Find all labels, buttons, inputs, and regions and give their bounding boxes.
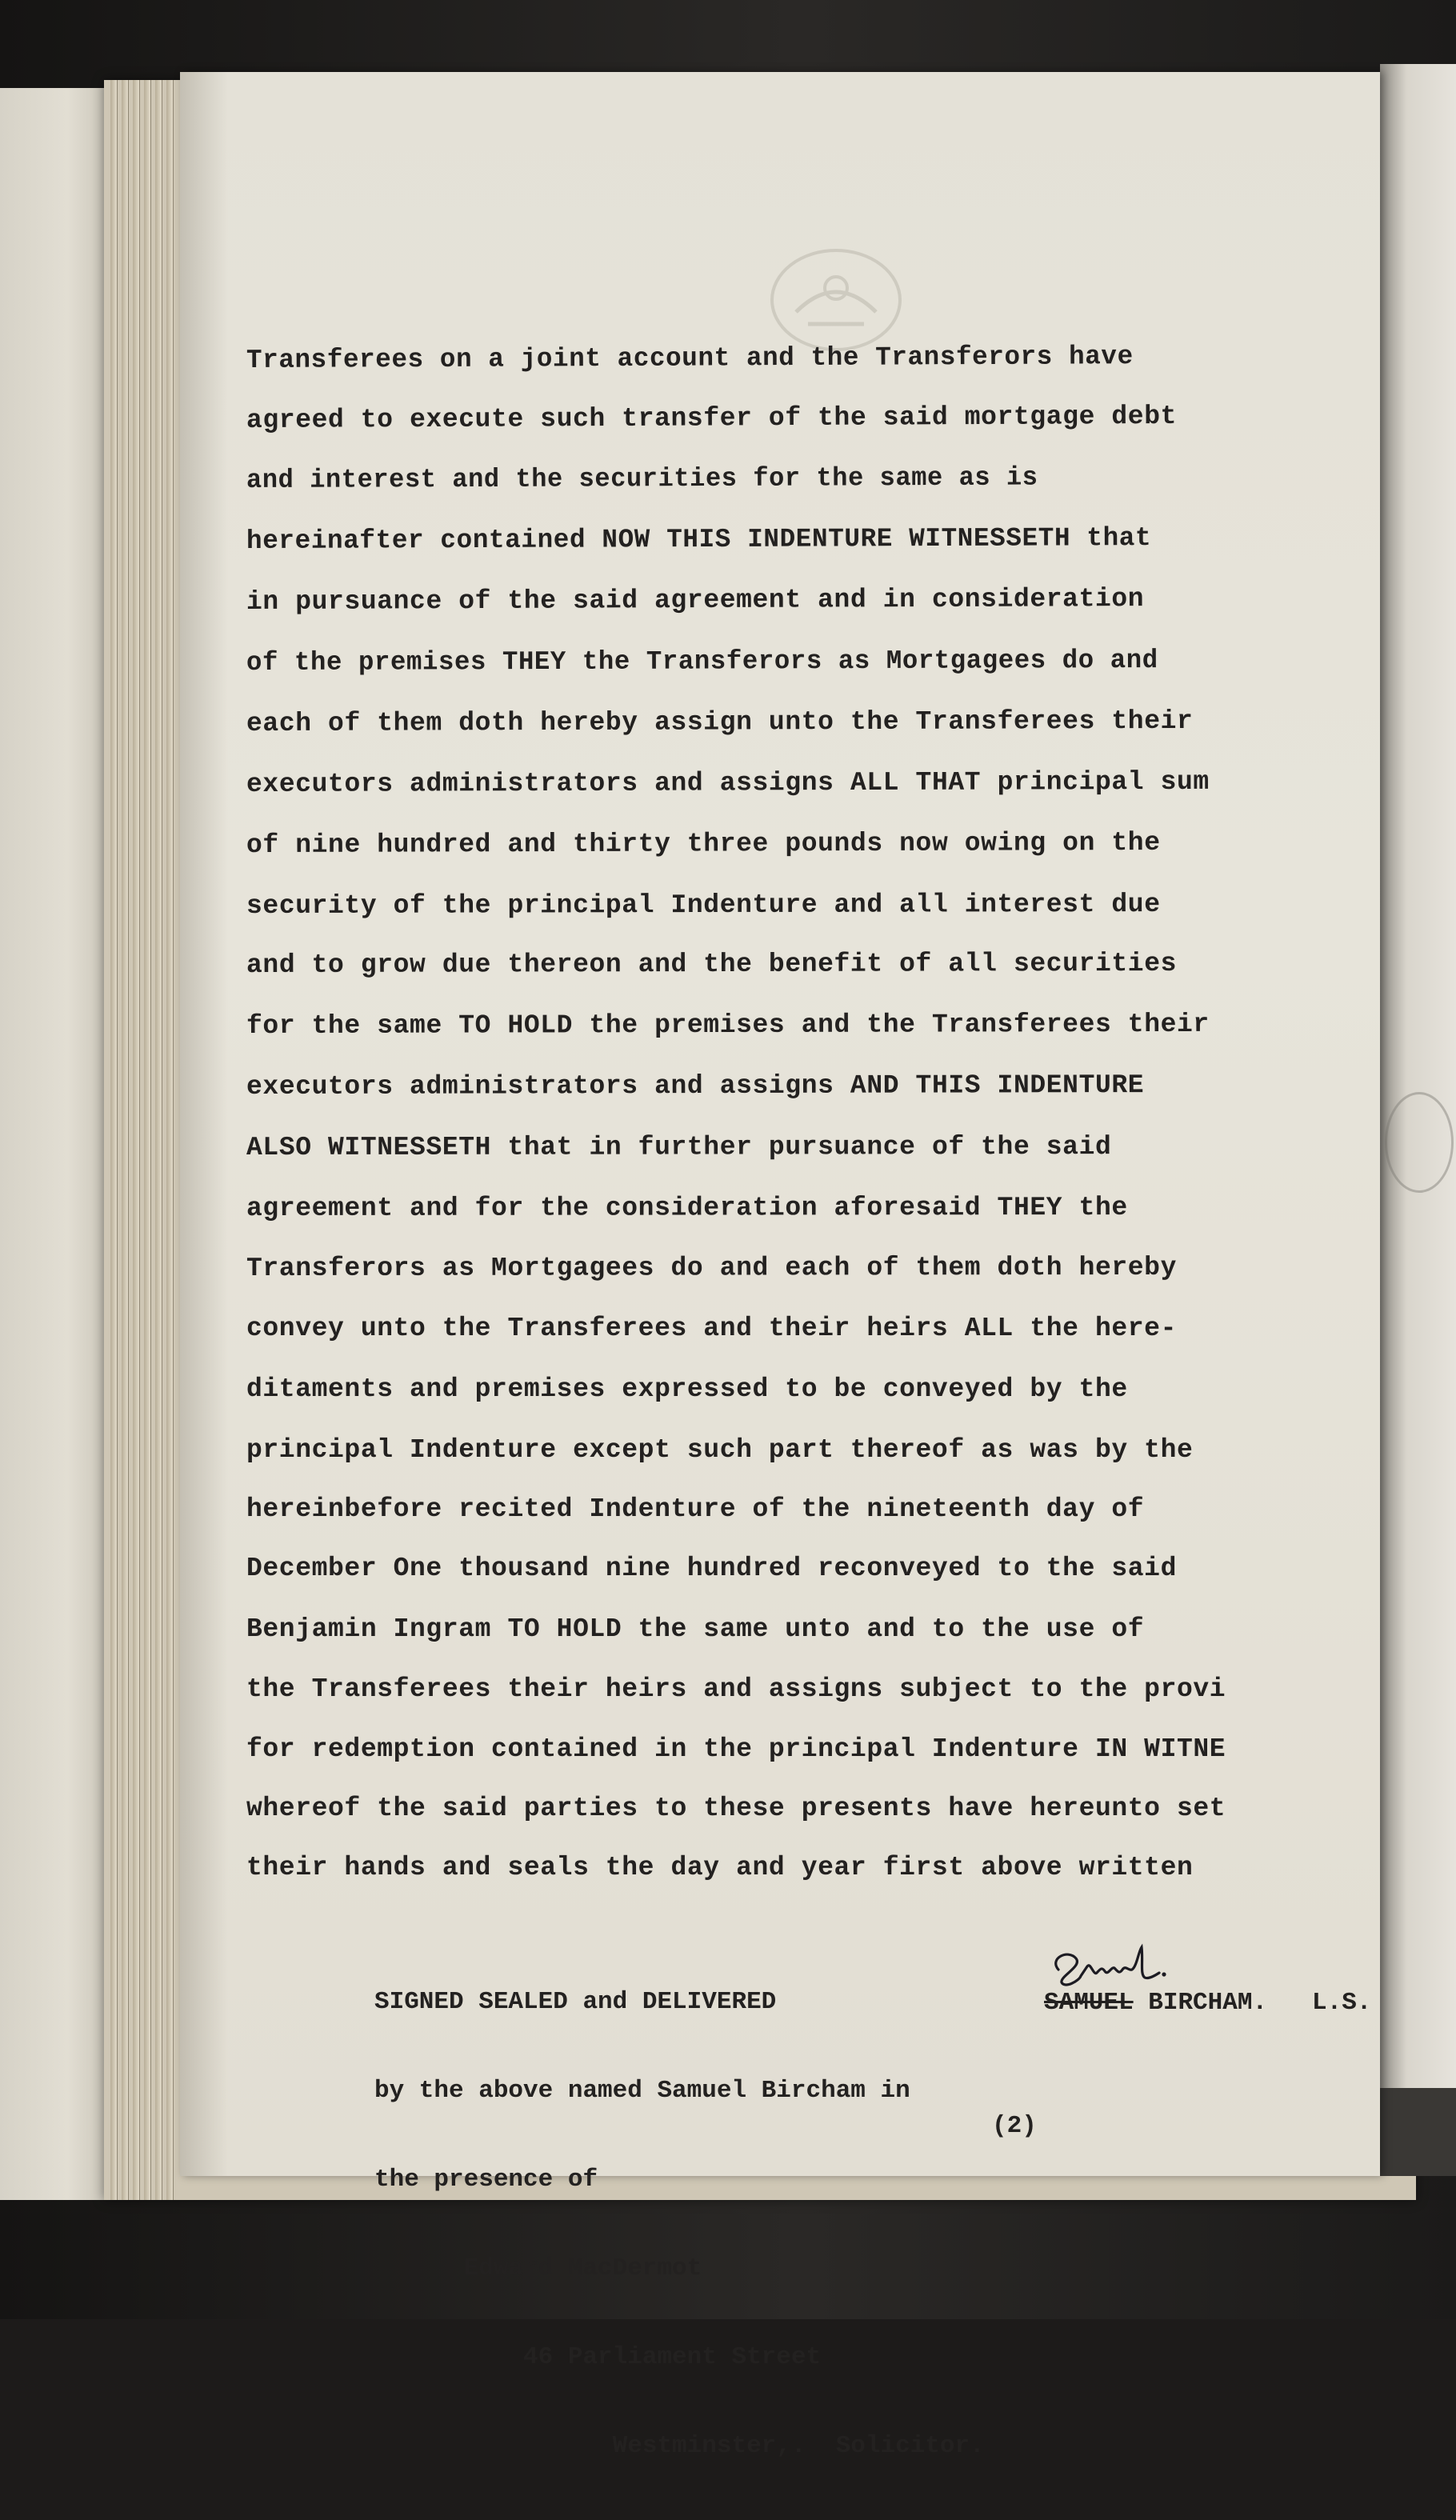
- locus-sigilli-mark: L.S.: [1312, 1989, 1372, 2017]
- text-line: agreement and for the consideration aforesaid THEY the: [246, 1193, 1128, 1223]
- partial-stamp-mark: [1385, 1092, 1454, 1193]
- text-line: whereof the said parties to these presents have hereunto set: [246, 1794, 1226, 1823]
- witness-name: Edward MacDermot: [374, 2254, 702, 2282]
- left-facing-page: [0, 88, 114, 2200]
- struck-forename: SAMUEL: [1044, 1989, 1134, 2017]
- text-line: Transferees on a joint account and the Transferors have: [246, 342, 1134, 375]
- gutter-shadow: [180, 72, 228, 2176]
- witness-address: 46 Parliament Street: [374, 2343, 822, 2371]
- handwritten-signature: [1044, 1934, 1188, 1990]
- attestation-line: SIGNED SEALED and DELIVERED: [374, 1988, 777, 2016]
- text-line: principal Indenture except such part thereof as was by the: [246, 1435, 1194, 1465]
- page-edge: [133, 80, 140, 2200]
- text-line: executors administrators and assigns ALL THAT principal sum: [246, 766, 1210, 799]
- text-line: of the premises THEY the Transferors as Mortgagees do and: [246, 646, 1158, 678]
- signer-surname: BIRCHAM.: [1148, 1989, 1268, 2017]
- binding-shadow: [1380, 2088, 1456, 2176]
- text-line: December One thousand nine hundred reconveyed to the said: [246, 1554, 1177, 1583]
- page-edge: [144, 80, 151, 2200]
- text-line: each of them doth hereby assign unto the Transferees their: [246, 706, 1194, 738]
- text-line: for redemption contained in the principal Indenture IN WITNE: [246, 1734, 1226, 1764]
- page-edge: [155, 80, 162, 2200]
- text-line: hereinbefore recited Indenture of the nineteenth day of: [246, 1494, 1145, 1524]
- embossed-seal-icon: [764, 240, 908, 360]
- text-line: the Transferees their heirs and assigns subject to the provi: [246, 1674, 1226, 1704]
- text-line: ALSO WITNESSETH that in further pursuance of the said: [246, 1132, 1112, 1162]
- text-line: Transferors as Mortgagees do and each of them doth hereby: [246, 1252, 1178, 1283]
- signer-name: [1044, 1989, 1267, 2017]
- text-line: and to grow due thereon and the benefit of all securities: [246, 948, 1178, 980]
- attestation-clause: [374, 1928, 1014, 2520]
- text-line: in pursuance of the said agreement and in consideration: [246, 584, 1145, 617]
- witness-occupation: Westminster,. Solicitor.: [374, 2432, 985, 2460]
- page-edge: [122, 80, 129, 2200]
- text-line: convey unto the Transferees and their heirs ALL the here-: [246, 1314, 1177, 1343]
- text-line: Benjamin Ingram TO HOLD the same unto and to the use of: [246, 1614, 1145, 1644]
- attestation-line: by the above named Samuel Bircham in: [374, 2077, 910, 2105]
- page-number: (2): [992, 2112, 1037, 2140]
- text-line: agreed to execute such transfer of the said mortgage debt: [246, 401, 1178, 435]
- text-line: security of the principal Indenture and all interest due: [246, 890, 1161, 921]
- text-line: and interest and the securities for the same as is: [246, 462, 1038, 495]
- page-edge: [110, 80, 118, 2200]
- text-line: hereinafter contained NOW THIS INDENTURE WITNESSETH that: [246, 523, 1152, 556]
- text-line: for the same TO HOLD the premises and the Transferees their: [246, 1009, 1210, 1041]
- text-line: executors administrators and assigns AND THIS INDENTURE: [246, 1070, 1145, 1102]
- text-line: their hands and seals the day and year first above written: [246, 1853, 1194, 1882]
- text-line: of nine hundred and thirty three pounds now owing on the: [246, 828, 1161, 860]
- next-page-strip: [1380, 64, 1456, 2176]
- attestation-line: the presence of: [374, 2166, 598, 2194]
- text-line: ditaments and premises expressed to be conveyed by the: [246, 1374, 1128, 1404]
- page-edge: [166, 80, 174, 2200]
